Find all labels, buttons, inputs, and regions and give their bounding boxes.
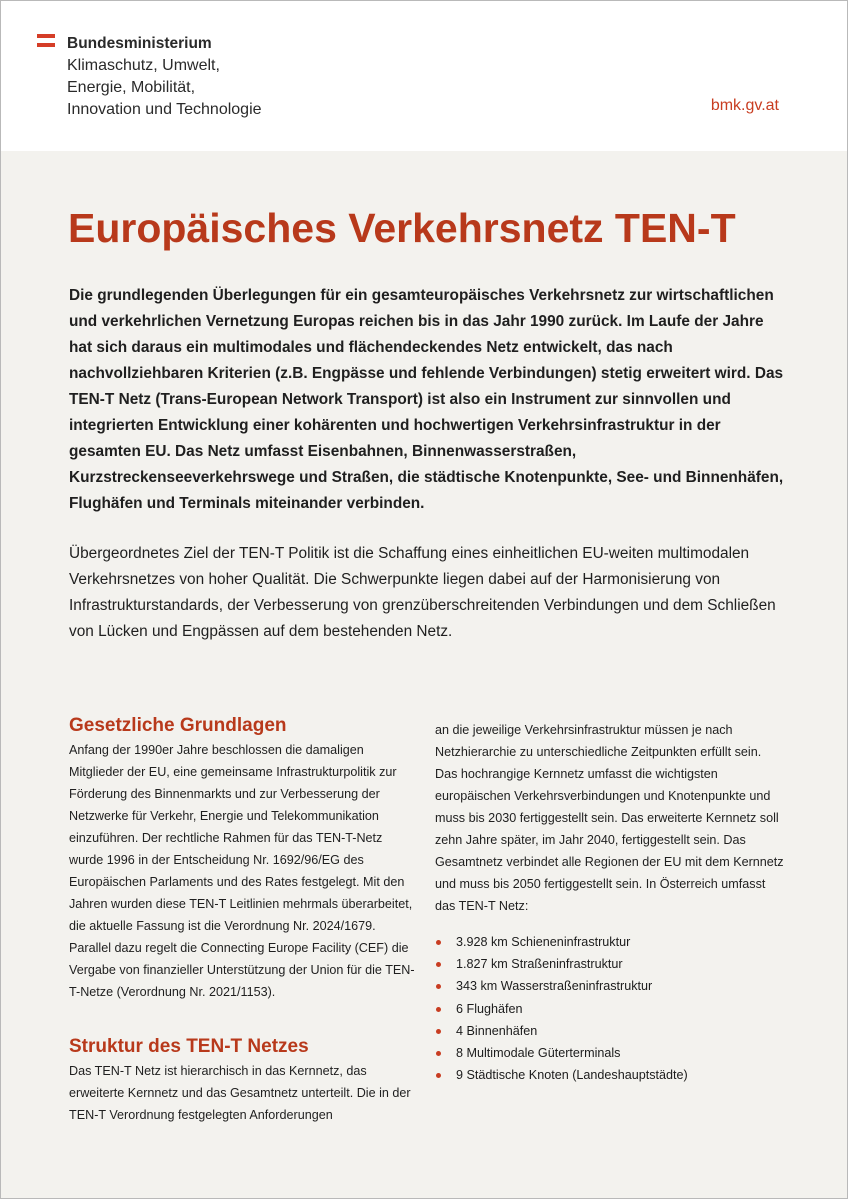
lead-paragraph: Die grundlegenden Überlegungen für ein gesamteuropäisches Verkehrsnetz zur wirtschaftlichen und verkehrlichen Vernetzung Europas reichen bis in das Jahr 1990 zurück. Im Laufe der Jahre hat sich daraus ein multimodales und flächendeckendes Netz entwickelt, das nach nachvollziehbaren Kriterien (z.B. Engpässe und fehlende Verbindungen) stetig erweitert wird. Das TEN-T Netz (Trans-European Network Transport) ist also ein Instrument zur sinnvollen und integrierten Entwicklung einer kohärenten und hochwertigen Verkehrsinfrastruktur in der gesamten EU. Das Netz umfasst Eisenbahnen, Binnenwasserstraßen, Kurzstreckenseeverkehrswege und Straßen, die städtische Knotenpunkte, See- und Binnenhäfen, Flughäfen und Terminals miteinander verbinden. xyxy=(69,287,784,512)
bullet-icon xyxy=(436,962,441,967)
bullet-icon xyxy=(436,1073,441,1078)
ministry-line-2: Klimaschutz, Umwelt, xyxy=(67,57,220,74)
page-header xyxy=(0,0,848,151)
ministry-line-3: Energie, Mobilität, xyxy=(67,79,196,96)
section-text-legal: Anfang der 1990er Jahre beschlossen die damaligen Mitglieder der EU, eine gemeinsame Infrastrukturpolitik zur Förderung des Binnenmarkts und zur Verbesserung der Netzwerke für Verkehr, Energie und Telekommunikation einzuführen. Der rechtliche Rahmen für das TEN-T-Netz wurde 1996 in der Entscheidung Nr. 1692/96/EG des Europäischen Parlaments und des Rates festgelegt. Mit den Jahren wurden diese TEN-T Leitlinien mehrmals überarbeitet, die aktuelle Fassung ist die Verordnung Nr. 2024/1679. Parallel dazu regelt die Connecting Europe Facility (CEF) die Vergabe von finanzieller Unterstützung der Union für die TEN-T-Netze (Verordnung Nr. 2021/1153). xyxy=(69,743,415,999)
website-link[interactable]: bmk.gv.at xyxy=(710,97,779,114)
list-item: 343 km Wasserstraßeninfrastruktur xyxy=(435,975,785,997)
list-item: 3.928 km Schieneninfrastruktur xyxy=(435,931,785,953)
right-column xyxy=(435,719,785,1086)
list-item: 4 Binnenhäfen xyxy=(435,1020,785,1042)
list-item: 8 Multimodale Güterterminals xyxy=(435,1042,785,1064)
bullet-icon xyxy=(436,1051,441,1056)
austria-network-list xyxy=(435,931,785,1086)
section-text-structure-right: an die jeweilige Verkehrsinfrastruktur müssen je nach Netzhierarchie zu unterschiedliche Zeitpunkten erfüllt sein. Das hochrangige Kernnetz umfasst die wichtigsten europäischen Verkehrsverbindungen und Knotenpunkte und muss bis 2030 fertiggestellt sein. Das erweiterte Kernnetz soll zehn Jahre später, im Jahr 2040, fertiggestellt sein. Das Gesamtnetz verbindet alle Regionen der EU mit dem Kernnetz und muss bis 2050 fertiggestellt sein. In Österreich umfasst das TEN-T Netz: xyxy=(435,723,784,913)
list-item: 1.827 km Straßeninfrastruktur xyxy=(435,953,785,975)
bullet-icon xyxy=(436,1007,441,1012)
page-title: Europäisches Verkehrsnetz TEN-T xyxy=(68,205,736,251)
bullet-icon xyxy=(436,1029,441,1034)
section-heading-legal: Gesetzliche Grundlagen xyxy=(69,715,287,736)
left-column xyxy=(69,713,417,1126)
intro-paragraph: Übergeordnetes Ziel der TEN-T Politik ist die Schaffung eines einheitlichen EU-weiten multimodalen Verkehrsnetzes von hoher Qualität. Die Schwerpunkte liegen dabei auf der Harmonisierung von Infrastrukturstandards, der Verbesserung von grenzüberschreitenden Verbindungen und dem Schließen von Lücken und Engpässen auf dem bestehenden Netz. xyxy=(69,545,776,640)
section-text-structure-left: Das TEN-T Netz ist hierarchisch in das Kernnetz, das erweiterte Kernnetz und das Gesamtnetz unterteilt. Die in der TEN-T Verordnung festgelegten Anforderungen xyxy=(69,1064,411,1122)
bullet-icon xyxy=(436,940,441,945)
list-item: 9 Städtische Knoten (Landeshauptstädte) xyxy=(435,1064,785,1086)
ministry-line-4: Innovation und Technologie xyxy=(67,101,262,118)
list-item: 6 Flughäfen xyxy=(435,998,785,1020)
ministry-logo-text xyxy=(67,33,262,121)
ministry-line-1: Bundesministerium xyxy=(67,35,212,52)
bullet-icon xyxy=(436,984,441,989)
section-heading-structure: Struktur des TEN-T Netzes xyxy=(69,1036,309,1057)
austria-flag-icon xyxy=(37,34,55,48)
